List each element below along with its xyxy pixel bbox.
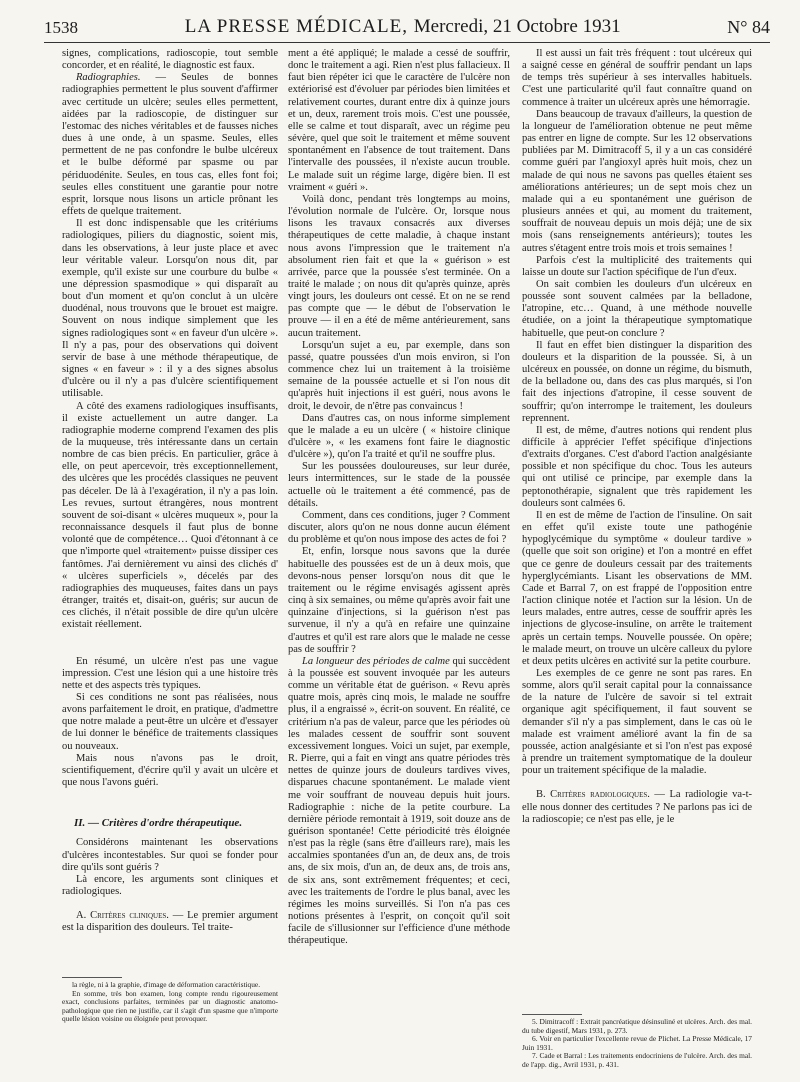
paragraph: Dans d'autres cas, on nous informe simplement que le malade a eu un ulcère ( « histoire clinique d'ulcère », « les examens font faire le diagnostic d'ulcère »), qu'on l'a traité et qu'il ne souffre plus.: [288, 412, 510, 461]
paragraph: ment a été appliqué; le malade a cessé de souffrir, donc le traitement a agi. Rien n'est plus fallacieux. Il faut bien répéter ici que le caractère de l'ulcère non extériorisé est d'évoluer par périodes bien limitées et relativement courtes, durant entre dix à quinze jours et un, deux, rarement trois mois. C'est une poussée, elle se calme et tout disparaît, avec un régime peu sévère, quel que soit le traitement et même souvent spontanément en l'absence de tout traitement. Dans l'intervalle des poussées, il n'existe aucun trouble. Le malade suit un régime large, digère bien. Il est vraiment « guéri ».: [288, 48, 510, 193]
footnotes: [62, 973, 278, 1024]
paragraph: Là encore, les arguments sont cliniques et radiologiques.: [62, 873, 278, 897]
paragraph-lead: Radiographies.: [76, 72, 141, 84]
issue-number: N° 84: [727, 17, 770, 37]
paragraph: Dans beaucoup de travaux d'ailleurs, la question de la longueur de l'amélioration obtenue ne peut même pas entrer en ligne de compte. Sur les 12 observations publiées par M. Dimitracoff 5, il y a un cas considéré comme guéri par l'angioxyl après huit mois, chez un malade de qui nous ne savons pas quelles étaient ses améliorations antérieures; un de sept mois chez un malade qui a eu spontanément une guérison de plusieurs années et qui, au moment du traitement, souffrait de nouveau depuis un mois déjà; une de six mois (sans renseignements antérieurs); toutes les autres s'étagent entre trois mois et trois semaines !: [522, 108, 752, 254]
footnote: En somme, très bon examen, long compte rendu rigoureusement exact, conclusions parfaites, terminées par un diagnostic anatomo-pathologique que rien ne justifie, car il s'agit d'un spasme que n'importe quelle lésion voisine ou éloignée peut provoquer.: [62, 988, 278, 1024]
footnote: 7. Cade et Barral : Les traitements endocriniens de l'ulcère. Arch. des mal. de l'app. dig., Avril 1931, p. 431.: [522, 1051, 752, 1069]
paragraph-text: — Seules de bonnes radiographies permettent le plus souvent d'affirmer avec certitude un ulcère; seules elles permettent, aidées par la radioscopie, de distinguer sur l'estomac des niches véritables et de fausses niches dues à une onde, à un spasme. Seules, elles permettent de ne pas confondre le bulbe ulcéreux et le bulbe déformé par spasme ou par périduodénite. Seules, en tous cas, elles font foi; seules elles constituent une garantie pour notre esprit, lorsque nous lisons un article prônant les effets de quelque traitement.: [62, 72, 278, 218]
paragraph: Il est, de même, d'autres notions qui rendent plus difficile à apprécier l'effet spécifique d'injections d'extraits d'organes. C'est d'abord l'action analgésiante possible et non spécifique du choc. Tous les auteurs qui ont utilisé ce principe, par exemple dans la peptonothérapie, signalent que très rapidement les douleurs sont calmées 6.: [522, 424, 752, 509]
issue-date: Mercredi, 21 Octobre 1931: [413, 16, 621, 37]
footnote: la règle, ni à la graphie, d'image de déformation caractéristique.: [72, 980, 261, 989]
section-heading: [62, 817, 278, 829]
column-1: [62, 48, 278, 1074]
paragraph-lead: La longueur des périodes de calme: [302, 655, 450, 667]
paragraph: Comment, dans ces conditions, juger ? Comment discuter, alors qu'on ne nous donne aucun élément du problème et qu'on nous impose des actes de foi ?: [288, 509, 510, 546]
paragraph: Lorsqu'un sujet a eu, par exemple, dans son passé, quatre poussées d'un mois environ, si l'on commence chez lui un traitement à la troisième semaine de la poussée actuelle et si l'on nous dit qu'après huit injections il est guéri, nous avons le droit, le devoir, de n'être pas convaincus !: [288, 339, 510, 412]
paragraph: Il est aussi un fait très fréquent : tout ulcéreux qui a saigné cesse en général de souffrir pendant un laps de temps très supérieur à ses intervalles habituels. C'est une particularité qu'il faut connaître quand on commence à traiter un ulcéreux après une hémorragie.: [522, 48, 752, 108]
paragraph: Si ces conditions ne sont pas réalisées, nous avons parfaitement le droit, en pratique, d'admettre que notre malade a peut-être un ulcère et d'essayer de lui donner le bénéfice de traitements classiques ou nouveaux.: [62, 691, 278, 752]
journal-name: LA PRESSE MÉDICALE,: [184, 16, 408, 37]
section-heading-text: II. — Critères d'ordre thérapeutique.: [74, 817, 243, 830]
paragraph: [62, 910, 278, 934]
page-header: [44, 8, 770, 43]
paragraph: A côté des examens radiologiques insuffisants, il existe actuellement un autre danger. La radiographie moderne comprend l'examen des plis de la muqueuse, très intéressante dans un certain nombre de cas bien précis. En particulier, grâce à elle, on peut apercevoir, très exceptionnellement, des ulcères que les procédés classiques ne peuvent pas déceler. De là à l'exagération, il n'y a pas loin. Les revues, surtout étrangères, nous montrent souvent de soi-disant « ulcères muqueux », pour la reconnaissance desquels il faut plus de bonne volonté que de compétence… Quoi d'étonnant à ce que n'importe quel «traitement» puisse dissiper ces fantômes. J'ai dernièrement vu ainsi des clichés d' « ulcères superficiels », décelés par des radiographies des muqueuses, faites dans un pays étranger, traités et, disait-on, guéris; sur aucun de ces clichés, il n'était possible de dire qu'un ulcère existait réellement.: [62, 400, 278, 631]
paragraph-text: qui succèdent à la poussée est souvent invoquée par les auteurs comme un véritable état de guérison. « Revu après quatre mois, après cinq mois, le malade ne souffre plus, il a engraissé », écrit-on souvent. En réalité, ce critérium n'a pas de valeur, parce que les périodes où les malades cessent de souffrir sont souvent excessivement longues. Voici un sujet, par exemple, R. Pierre, qui a fait en vingt ans quatre périodes très nettes de quinze jours de douleurs tardives vives, disparues chacune spontanément. Le malade vient me voir souffrant de nouveau depuis huit jours. Radiographie : niche de la petite courbure. La dernière période remontait à 1919, soit douze ans de guérison spontanée! Cette périodicité très éloignée n'est pas la règle (sans être d'ailleurs rare), mais les accalmies spontanées d'un an, de deux ans, de trois ans, de six mois, d'un an, de deux ans, de trois ans, de six ans, sont extrêmement fréquentes; et ceci, avec les traitements de l'ordre le plus banal, avec les régimes les moins surveillés. Si l'on n'a pas ces notions présentes à l'esprit, on conçoit qu'il soit facile de s'illusionner sur l'efficience d'une méthode thérapeutique.: [288, 655, 510, 947]
paragraph: En résumé, un ulcère n'est pas une vague impression. C'est une lésion qui a une histoire très nette et des aspects très typiques.: [62, 655, 278, 691]
paragraph-text: — La radiologie va-t-elle nous donner des certitudes ? Ne parlons pas ici de la radioscopie; ce n'est pas elle, je le: [522, 789, 752, 825]
footnote-rule: [62, 977, 122, 978]
paragraph-lead: A. Critères cliniques.: [76, 910, 169, 922]
paragraph: On sait combien les douleurs d'un ulcéreux en poussée sont souvent calmées par la belladone, l'atropine, etc… Quand, à une méthode nouvelle étudiée, on a joint la thérapeutique symptomatique habituelle, que peut-on conclure ?: [522, 278, 752, 339]
column-2: [288, 48, 510, 1074]
paragraph: signes, complications, radioscopie, tout semble concorder, et en réalité, le diagnostic est faux.: [62, 48, 278, 72]
paragraph: Il faut en effet bien distinguer la disparition des douleurs et la disparition de la poussée. Si, à un ulcéreux en poussée, on donne un régime, du bismuth, de la belladone ou, dans des cas plus marqués, si l'on fait des injections d'atropine, il cesse souvent de souffrir; qu'on interrompe le traitement, les douleurs reprennent.: [522, 339, 752, 424]
footnote: 6. Voir en particulier l'excellente revue de Plichet. La Presse Médicale, 17 Juin 1931.: [522, 1034, 752, 1052]
paragraph: [288, 656, 510, 948]
journal-title: [185, 16, 621, 38]
paragraph: Considérons maintenant les observations d'ulcères incontestables. Sur quoi se fonder pour dire qu'ils sont guéris ?: [62, 837, 278, 873]
paragraph-text: — Le premier argument est la disparition des douleurs. Tel traite-: [62, 910, 278, 934]
column-3: [522, 48, 752, 1074]
footnote: 5. Dimitracoff : Extrait pancréatique désinsuliné et ulcères. Arch. des mal. du tube digestif, Mars 1931, p. 273.: [522, 1017, 752, 1035]
paragraph: [522, 789, 752, 825]
paragraph: Il en est de même de l'action de l'insuline. On sait en effet qu'il existe toute une pathogénie hypoglycémique du symptôme « douleur tardive » (quelle que soit son origine) et l'on a montré en effet que ce genre de douleurs cessait par des traitements hyperglycémiants. Lisant les observations de MM. Cade et Barral 7, on est frappé de l'opposition entre l'action clinique notée et l'action sur la lésion. Un de leurs malades, entre autres, cesse de souffrir après les injections de glycose-insuline, on arrête le traitement après un certain temps. Nouvelle poussée. On opère; le malade meurt, on trouve un ulcère calleux du pylore et deux petits ulcères en activité sur la petite courbure.: [522, 509, 752, 667]
page-number: 1538: [44, 18, 78, 37]
paragraph: Il est donc indispensable que les critériums radiologiques, piliers du diagnostic, soient mis, dans les observations, à leur juste place et avec leur véritable valeur. Lorsqu'on nous dit, par exemple, qu'il existe sur une courbure du bulbe « une dépression spasmodique » qui disparaît au bout d'un moment et qu'on conclut à un ulcère duodénal, nous trouvons que le brouet est maigre. Souvent on nous indique simplement que les signes radiologiques sont « en faveur d'un ulcère ». Il n'y a pas, pour des observations qui doivent servir de base à une méthode thérapeutique, de signes « en faveur » : il y a des signes absolus d'ulcère ou il n'y a pas d'ulcère scientifiquement utilisable.: [62, 218, 278, 400]
paragraph: Parfois c'est la multiplicité des traitements qui laisse un doute sur l'action spécifique de l'un d'eux.: [522, 254, 752, 278]
footnotes: [522, 1010, 752, 1070]
paragraph: Voilà donc, pendant très longtemps au moins, l'évolution normale de l'ulcère. Or, lorsque nous lisons les travaux consacrés aux diverses thérapeutiques de cette maladie, à chaque instant nous avons l'impression que le traitement n'a absolument rien fait et que la « guérison » est arrivée, parce que la poussée s'est terminée. On a traité le malade ; on nous dit qu'après quinze, après vingt jours, les douleurs ont cessé. Et on ne se rend pas compte que — le début de l'observation le prouve — il en a été de même antérieurement, sans aucun traitement.: [288, 193, 510, 339]
paragraph: Les exemples de ce genre ne sont pas rares. En somme, alors qu'il serait capital pour la connaissance de la nature de l'ulcère de savoir si tel extrait organique agit spécifiquement, il faut souvent se demander s'il n'y a pas simplement, dans le cas où le malade est vraiment amélioré avant la fin de sa poussée, action analgésiante et si l'on n'est pas exposé à prendre un traitement symptomatique de la douleur pour un traitement spécifique de la maladie.: [522, 667, 752, 777]
paragraph: Sur les poussées douloureuses, sur leur durée, leurs intermittences, sur le stade de la poussée actuelle où le traitement a été commencé, pas de détails.: [288, 461, 510, 509]
paragraph-lead: B. Critères radiologiques.: [536, 789, 650, 801]
paragraph: Mais nous n'avons pas le droit, scientifiquement, d'écrire qu'il y avait un ulcère et que nous l'avons guéri.: [62, 752, 278, 789]
paragraph: Et, enfin, lorsque nous savons que la durée habituelle des poussées est de un à deux mois, que devons-nous penser lorsqu'on nous dit que le traitement ou le régime envisagés agissent après cinq à six semaines, ou même qu'après avoir fait une quinzaine d'injections, si la guérison n'est pas survenue, il n'y a qu'à en refaire une quinzaine d'autres et qu'il est rare alors que le malade ne cesse pas de souffrir ?: [288, 546, 510, 655]
paragraph: [62, 72, 278, 218]
footnote-rule: [522, 1014, 582, 1015]
